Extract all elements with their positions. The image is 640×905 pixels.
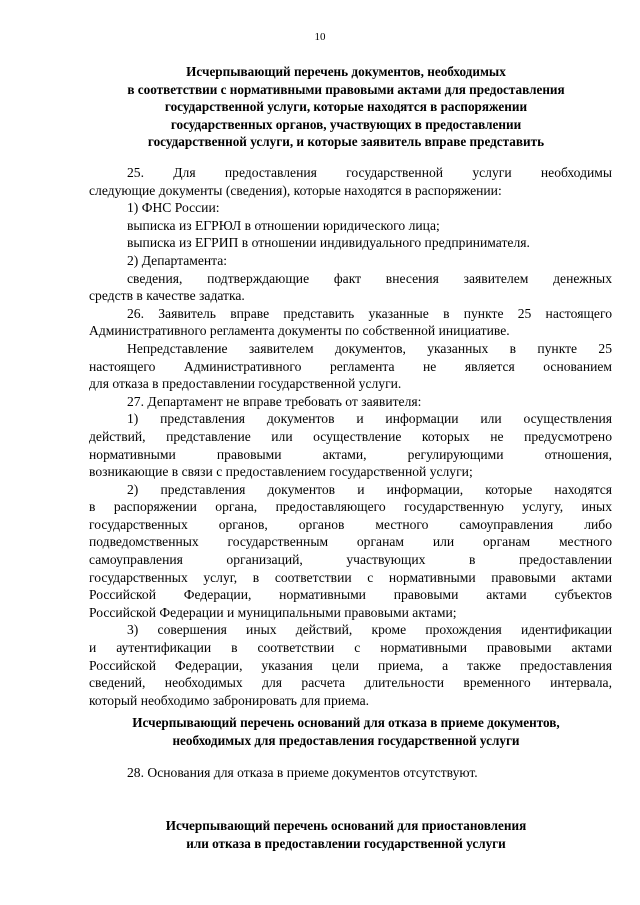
heading-line: необходимых для предоставления государственной услуги	[172, 732, 520, 748]
text-line: нормативными правовыми актами, регулирующими отношения,	[89, 446, 612, 462]
heading-line: государственной услуги, которые находятся в распоряжении	[164, 99, 528, 115]
text-line: и аутентификации в соответствии с нормативными правовыми актами	[89, 640, 612, 656]
text-line: 2) Департамента:	[127, 252, 228, 268]
heading-line: Исчерпывающий перечень оснований для приостановления	[165, 818, 527, 833]
text-line: 25. Для предоставления государственной услуги необходимы	[127, 165, 612, 180]
page-number: 10	[314, 31, 326, 43]
text-line: государственных услуг, в соответствии с нормативными правовыми актами	[89, 569, 612, 585]
text-line: действий, представление или осуществление которых не предусмотрено	[89, 428, 612, 444]
text-line: возникающие в связи с предоставлением государственной услуги;	[89, 464, 473, 480]
heading-line: или отказа в предоставлении государственной услуги	[186, 835, 506, 851]
text-line: 2) представления документов и информации, которые находятся	[127, 481, 612, 497]
text-line: 28. Основания для отказа в приеме документов отсутствуют.	[127, 765, 478, 780]
text-line: 1) ФНС России:	[127, 200, 220, 216]
text-line: сведения, подтверждающие факт внесения заявителем денежных	[127, 270, 612, 286]
text-line: выписка из ЕГРЮЛ в отношении юридического лица;	[127, 217, 440, 233]
text-line: Российской Федерации, указания цели приема, а также предоставления	[89, 657, 612, 673]
text-line: Непредставление заявителем документов, указанных в пункте 25	[127, 340, 612, 356]
text-line: 1) представления документов и информации или осуществления	[127, 411, 612, 427]
text-line: подведомственных государственным органам или органам местного	[89, 534, 612, 550]
text-line: в распоряжении органа, предоставляющего государственную услугу, иных	[89, 499, 612, 515]
heading-line: государственной услуги, и которые заявитель вправе представить	[147, 134, 545, 150]
text-line: выписка из ЕГРИП в отношении индивидуального предпринимателя.	[127, 235, 530, 251]
text-line: сведений, необходимых для расчета длительности временного интервала,	[89, 675, 612, 691]
text-line: самоуправления организаций, участвующих в предоставлении	[89, 552, 612, 568]
text-line: Административного регламента документы по собственной инициативе.	[89, 323, 510, 339]
text-line: государственных органов, органов местного самоуправления либо	[89, 516, 612, 532]
section-heading-documents	[80, 63, 612, 151]
document-body	[89, 164, 612, 709]
heading-line: государственных органов, участвующих в предоставлении	[170, 116, 522, 132]
heading-line: в соответствии с нормативными правовыми актами для предоставления	[127, 81, 565, 97]
heading-line: Исчерпывающий перечень оснований для отказа в приеме документов,	[132, 715, 560, 730]
text-line: 27. Департамент не вправе требовать от заявителя:	[127, 393, 422, 409]
text-line: 3) совершения иных действий, кроме прохождения идентификации	[127, 622, 612, 638]
text-line: Российской Федерации и муниципальными правовыми актами;	[89, 604, 457, 620]
text-line: который необходимо забронировать для приема.	[89, 692, 370, 708]
text-line: 26. Заявитель вправе представить указанные в пункте 25 настоящего	[127, 305, 612, 321]
text-line: Российской Федерации, нормативными правовыми актами субъектов	[89, 587, 612, 603]
heading-line: Исчерпывающий перечень документов, необходимых	[186, 64, 506, 79]
text-line: средств в качестве задатка.	[89, 288, 245, 304]
section-heading-refusal-reasons	[80, 714, 612, 749]
text-line: следующие документы (сведения), которые находятся в распоряжении:	[89, 182, 502, 198]
text-line: для отказа в предоставлении государственной услуги.	[89, 376, 402, 392]
section-heading-suspension-reasons	[80, 817, 612, 852]
text-line: настоящего Административного регламента не является основанием	[89, 358, 612, 374]
